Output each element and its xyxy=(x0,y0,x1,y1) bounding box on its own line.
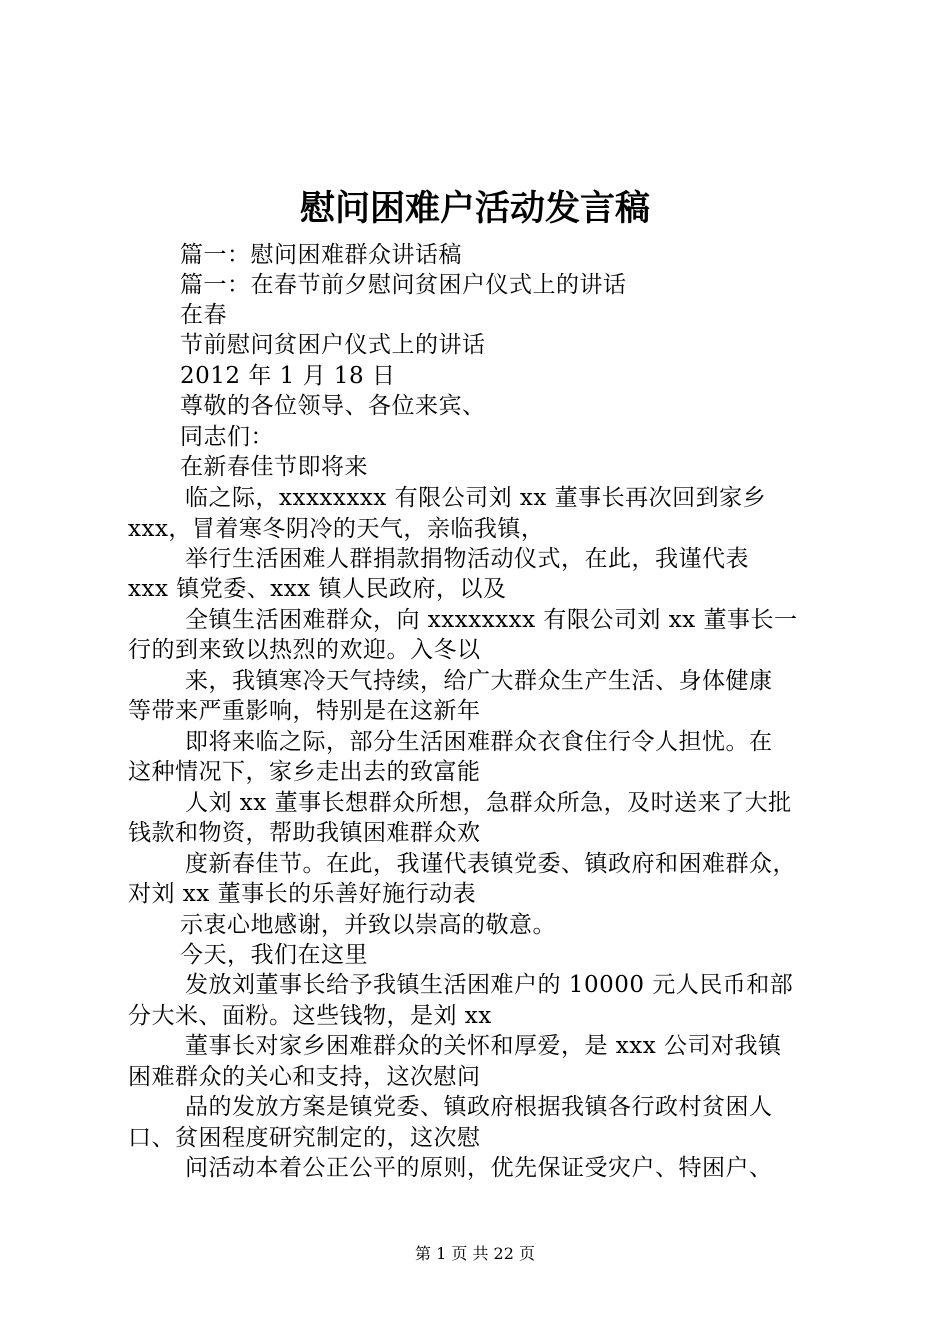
body-line: 发放刘董事长给予我镇生活困难户的 10000 元人民币和部 xyxy=(185,972,794,998)
body-line: 节前慰问贫困户仪式上的讲话 xyxy=(180,332,486,358)
body-line: 行的到来致以热烈的欢迎。入冬以 xyxy=(128,637,481,663)
body-line: 钱款和物资，帮助我镇困难群众欢 xyxy=(128,820,481,846)
body-line: 篇一：在春节前夕慰问贫困户仪式上的讲话 xyxy=(180,272,627,298)
body-line: 临之际，xxxxxxxx 有限公司刘 xx 董事长再次回到家乡 xyxy=(185,485,767,511)
body-line: 今天，我们在这里 xyxy=(180,942,368,968)
body-line: 尊敬的各位领导、各位来宾、 xyxy=(180,393,486,419)
body-line: 篇一：慰问困难群众讲话稿 xyxy=(180,242,462,268)
document-title: 慰问困难户活动发言稿 xyxy=(299,188,650,229)
body-line: 这种情况下，家乡走出去的致富能 xyxy=(128,759,481,785)
body-line: 度新春佳节。在此，我谨代表镇党委、镇政府和困难群众， xyxy=(185,851,796,877)
body-line: 举行生活困难人群捐款捐物活动仪式，在此，我谨代表 xyxy=(185,546,749,572)
body-line: 等带来严重影响，特别是在这新年 xyxy=(128,698,481,724)
body-line: 在春 xyxy=(180,302,227,328)
body-line: 示衷心地感谢，并致以崇高的敬意。 xyxy=(180,912,556,938)
page-number-footer: 第 1 页 共 22 页 xyxy=(415,1244,535,1263)
body-line: 问活动本着公正公平的原则，优先保证受灾户、特困户、 xyxy=(185,1155,773,1181)
body-line: 困难群众的关心和支持，这次慰问 xyxy=(128,1064,481,1090)
body-line: 来，我镇寒冷天气持续，给广大群众生产生活、身体健康 xyxy=(185,668,773,694)
body-line: 分大米、面粉。这些钱物，是刘 xx xyxy=(128,1003,492,1029)
body-line: xxx，冒着寒冬阴冷的天气，亲临我镇， xyxy=(128,516,545,542)
body-line: 2012 年 1 月 18 日 xyxy=(180,363,396,389)
body-line: 品的发放方案是镇党委、镇政府根据我镇各行政村贫困人 xyxy=(185,1094,773,1120)
body-line: 口、贫困程度研究制定的，这次慰 xyxy=(128,1125,481,1151)
body-line: xxx 镇党委、xxx 镇人民政府，以及 xyxy=(128,576,507,602)
body-line: 同志们： xyxy=(180,424,274,450)
body-line: 全镇生活困难群众，向 xxxxxxxx 有限公司刘 xx 董事长一 xyxy=(185,607,798,633)
body-line: 董事长对家乡困难群众的关怀和厚爱，是 xxx 公司对我镇 xyxy=(185,1033,782,1059)
body-line: 即将来临之际，部分生活困难群众衣食住行令人担忧。在 xyxy=(185,729,773,755)
body-line: 在新春佳节即将来 xyxy=(180,454,368,480)
body-line: 对刘 xx 董事长的乐善好施行动表 xyxy=(128,881,477,907)
body-line: 人刘 xx 董事长想群众所想，急群众所急，及时送来了大批 xyxy=(185,790,792,816)
